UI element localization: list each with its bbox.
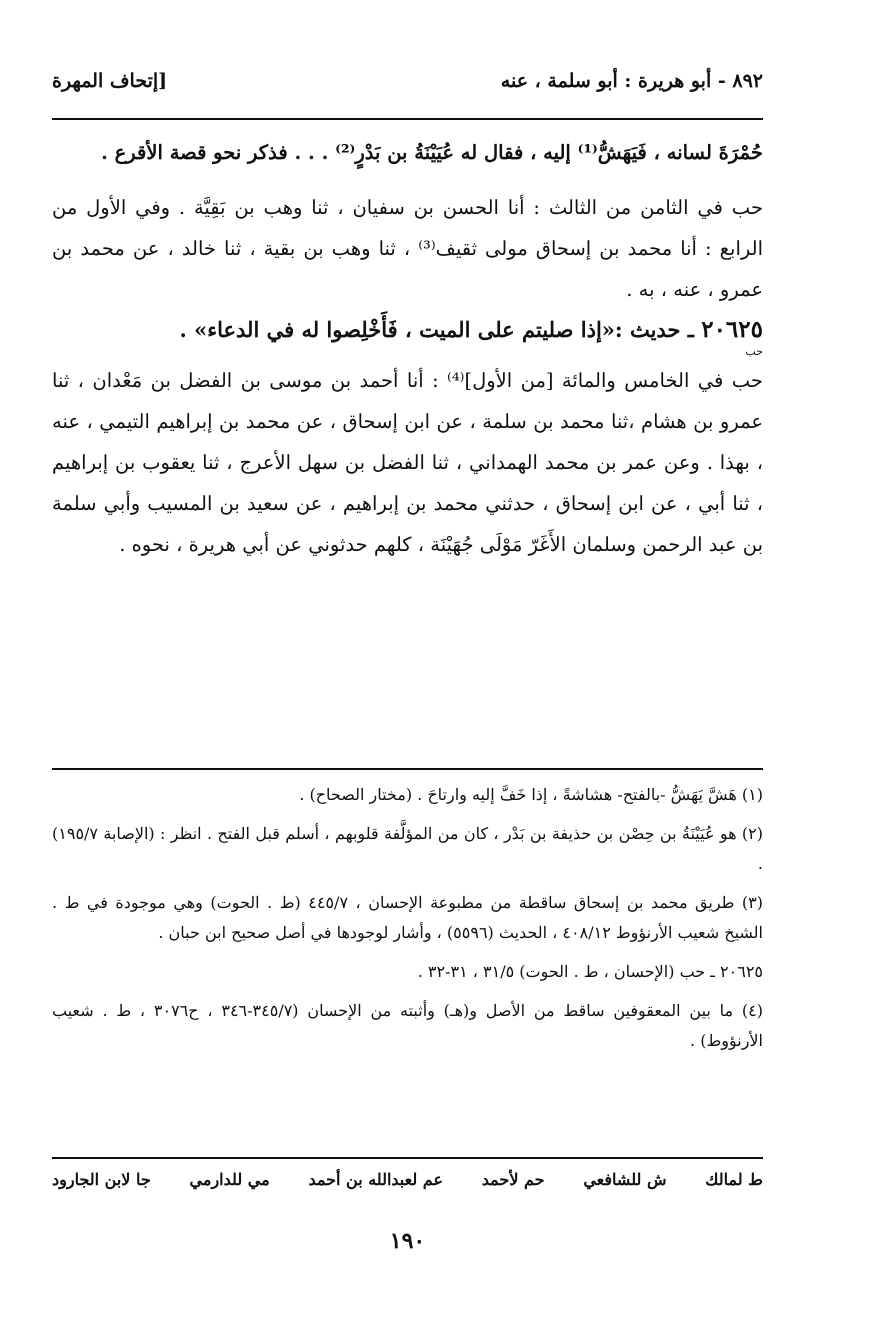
hadith-number: ٢٠٦٢٥ bbox=[701, 316, 763, 343]
page-number: ١٩٠ bbox=[389, 1228, 426, 1254]
footnote: (٣) طريق محمد بن إسحاق ساقطة من مطبوعة الإحسان ، ٤٤٥/٧ (ط . الحوت) وهي موجودة في ط . الشيخ شعيب الأرنؤوط ٤٠٨/١٢ ، الحديث (٥٥٩٦) ، وأشار لوجودها في أصل صحيح ابن حبان . bbox=[52, 893, 763, 942]
footnote: (١) هَشَّ يَهَشُّ -بالفتح- هشاشةً ، إذا خَفَّ إليه وارتاحَ . (مختار الصحاح) . bbox=[299, 785, 763, 804]
hadith-title: ـ حديث :«إذا صليتم على الميت ، فَأَخْلِصوا له في الدعاء» . bbox=[179, 317, 694, 342]
footnotes bbox=[52, 780, 763, 1065]
source-note: ٢٠٦٢٥ ـ حب (الإحسان ، ط . الحوت) ٣١/٥ ، ٣١-٣٢ . bbox=[417, 962, 763, 981]
key-rule bbox=[52, 1157, 763, 1159]
header-rule bbox=[52, 118, 763, 120]
isnad-paragraph-2: حب في الخامس والمائة [من الأول]⁽⁴⁾ : أنا أحمد بن موسى بن الفضل بن مَعْدان ، ثنا عمرو بن هشام ،ثنا محمد بن سلمة ، عن ابن إسحاق ، عن محمد بن إبراهيم التيمي ، عنه ، بهذا . وعن عمر بن محمد الهمداني ، ثنا الفضل بن سهل الأعرج ، ثنا يعقوب بن إبراهيم ، ثنا أبي ، عن ابن إسحاق ، حدثني محمد بن إبراهيم ، عن سعيد بن المسيب وأبي سلمة بن عبد الرحمن وسلمان الأَغَرّ مَوْلَى جُهَيْنَة ، كلهم حدثوني عن أبي هريرة ، نحوه . bbox=[52, 369, 763, 556]
running-header bbox=[52, 66, 763, 96]
abbreviation: حم لأحمد bbox=[481, 1170, 545, 1189]
isnad-paragraph-1: حب في الثامن من الثالث : أنا الحسن بن سفيان ، ثنا وهب بن بَقِيَّة . وفي الأول من الرابع : أنا محمد بن إسحاق مولى ثقيف⁽³⁾ ، ثنا وهب بن بقية ، ثنا خالد ، عن محمد بن عمرو ، عنه ، به . bbox=[52, 196, 763, 301]
hadith-heading bbox=[52, 310, 763, 350]
margin-mark: حب bbox=[745, 345, 763, 358]
section-title: ٨٩٢ - أبو هريرة : أبو سلمة ، عنه bbox=[500, 70, 763, 92]
book-title: [إتحاف المهرة bbox=[52, 70, 168, 92]
abbreviation: مي للدارمي bbox=[189, 1170, 270, 1189]
footnote-rule bbox=[52, 768, 763, 770]
continuation-paragraph: حُمْرَةَ لسانه ، فَيَهَشُّ⁽¹⁾ إليه ، فقال له عُيَيْنَةُ بن بَدْرٍ⁽²⁾ . . . فذكر نحو قصة الأقرع . bbox=[101, 141, 763, 164]
abbreviation: جا لابن الجارود bbox=[52, 1170, 151, 1189]
abbreviation-key bbox=[52, 1170, 763, 1200]
abbreviation: ط لمالك bbox=[705, 1170, 763, 1189]
main-text bbox=[52, 132, 763, 565]
footnote: (٢) هو عُيَيْنَةُ بن حِصْن بن حذيفة بن بَدْر ، كان من المؤلَّفة قلوبهم ، أسلم قبل الفتح . انظر : (الإصابة ١٩٥/٧) . bbox=[52, 824, 763, 873]
footnote: (٤) ما بين المعقوفين ساقط من الأصل و(هـ) وأثبته من الإحسان (٣٤٥/٧-٣٤٦ ، ح٣٠٧٦ ، ط . شعيب الأرنؤوط) . bbox=[52, 1001, 763, 1050]
abbreviation: عم لعبدالله بن أحمد bbox=[308, 1170, 443, 1189]
abbreviation: ش للشافعي bbox=[583, 1170, 667, 1189]
